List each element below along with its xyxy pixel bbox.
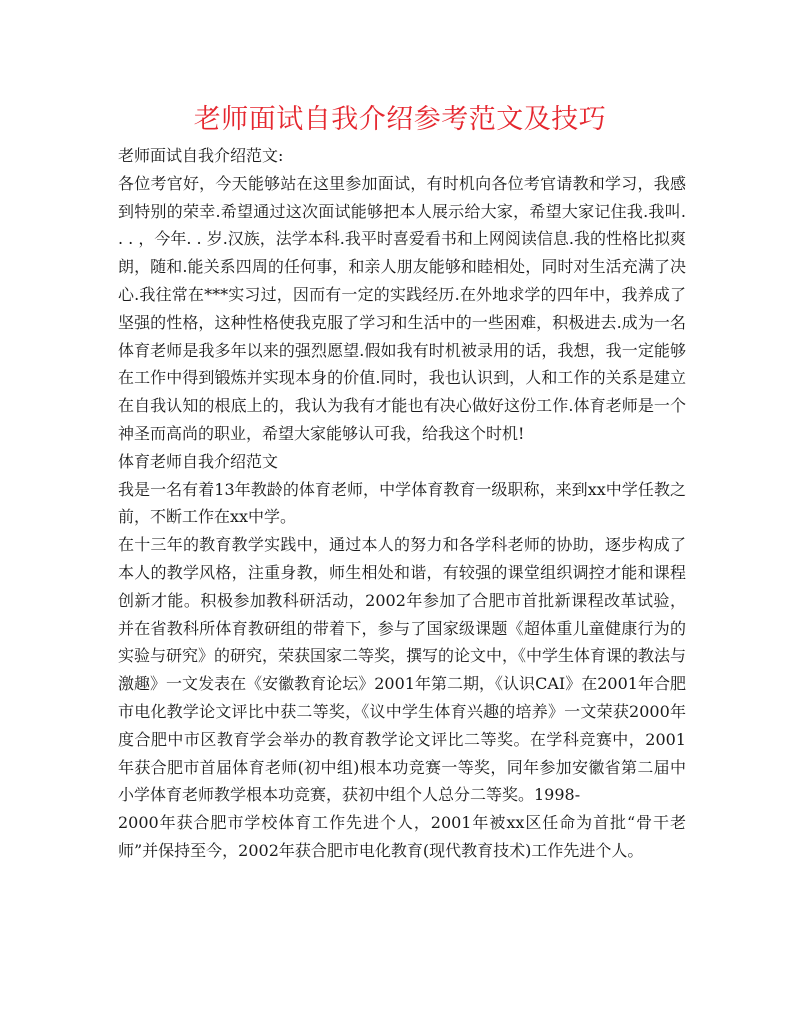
paragraph-pe-teacher-background: 我是一名有着13年教龄的体育老师，中学体育教育一级职称，来到xx中学任教之前，不断工作在xx中学。 [118, 479, 686, 527]
document-body [118, 142, 686, 865]
document-title: 老师面试自我介绍参考范文及技巧 [193, 104, 607, 135]
paragraph-sample-intro-text: 各位考官好，今天能够站在这里参加面试，有时机向各位考官请教和学习，我感到特别的荣幸.希望通过这次面试能够把本人展示给大家，希望大家记住我.我叫. . . ，今年. . 岁.汉族，法学本科.我平时喜爱看书和上网阅读信息.我的性格比拟爽朗，随和.能关系四周的任何事，和亲人朋友能够和睦相处，同时对生活充满了决心.我往常在***实习过，因而有一定的实践经历.在外地求学的四年中，我养成了坚强的性格，这种性格使我克服了学习和生活中的一些困难，积极进去.成为一名体育老师是我多年以来的强烈愿望.假如我有时机被录用的话，我想，我一定能够在工作中得到锻炼并实现本身的价值.同时，我也认识到，人和工作的关系是建立在自我认知的根底上的，我认为我有才能也有决心做好这份工作.体育老师是一个神圣而高尚的职业，希望大家能够认可我，给我这个时机! [118, 173, 686, 443]
paragraph-pe-teacher-awards: 2000年获合肥市学校体育工作先进个人，2001年被xx区任命为首批“骨干老师”并保持至今，2002年获合肥市电化教育(现代教育技术)工作先进个人。 [118, 813, 686, 860]
paragraph-heading-pe-teacher-intro: 体育老师自我介绍范文 [118, 451, 279, 471]
paragraph-pe-teacher-achievements: 在十三年的教育教学实践中，通过本人的努力和各学科老师的协助，逐步构成了本人的教学风格，注重身教，师生相处和谐，有较强的课堂组织调控才能和课程创新才能。积极参加教科研活动，2002年参加了合肥市首批新课程改革试验，并在省教科所体育教研组的带着下，参与了国家级课题《超体重儿童健康行为的实验与研究》的研究，荣获国家二等奖，撰写的论文中，《中学生体育课的教法与激趣》一文发表在《安徽教育论坛》2001年第二期，《认识CAI》在2001年合肥市电化教学论文评比中获二等奖，《议中学生体育兴趣的培养》一文荣获2000年度合肥中市区教育学会举办的教育教学论文评比二等奖。在学科竞赛中，2001年获合肥市首届体育老师(初中组)根本功竞赛一等奖，同年参加安徽省第二届中小学体育老师教学根本功竞赛，获初中组个人总分二等奖。1998- [118, 535, 687, 805]
paragraph-heading-sample-intro: 老师面试自我介绍范文: [118, 146, 284, 165]
